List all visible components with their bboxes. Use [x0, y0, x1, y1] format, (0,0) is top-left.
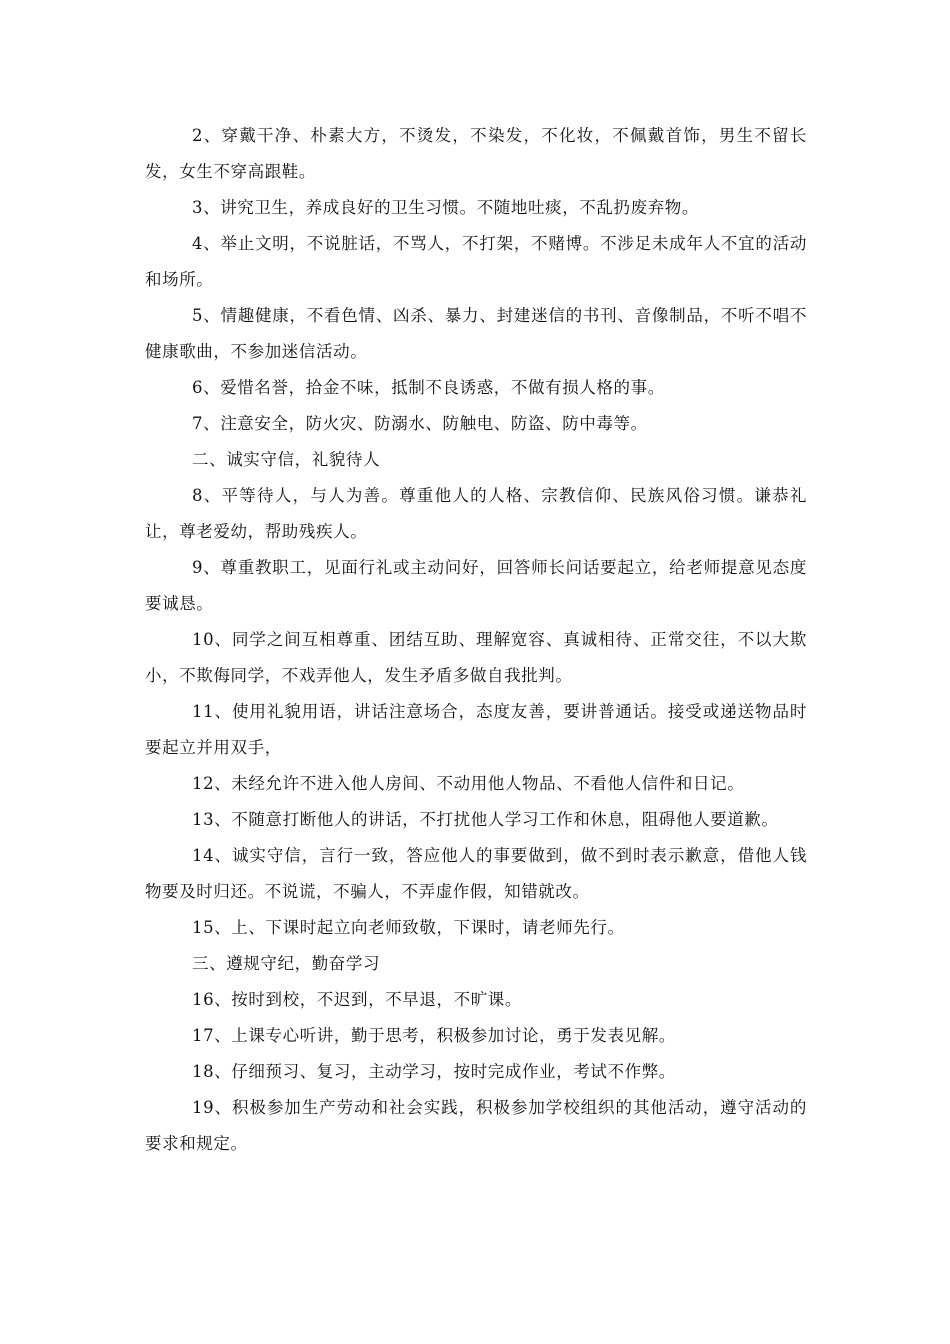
- paragraph-rule-15: 15、上、下课时起立向老师致敬，下课时，请老师先行。: [192, 918, 625, 937]
- paragraph-rule-7: 7、注意安全，防火灾、防溺水、防触电、防盗、防中毒等。: [192, 414, 648, 433]
- paragraph-rule-18: 18、仔细预习、复习，主动学习，按时完成作业，考试不作弊。: [192, 1062, 676, 1081]
- paragraph-rule-8: 8、平等待人，与人为善。尊重他人的人格、宗教信仰、民族风俗习惯。谦恭礼让，尊老爱幼，帮助残疾人。: [145, 486, 807, 541]
- section-heading-2: 二、诚实守信，礼貌待人: [192, 450, 381, 469]
- paragraph-rule-17: 17、上课专心听讲，勤于思考，积极参加讨论，勇于发表见解。: [192, 1026, 676, 1045]
- paragraph-rule-6: 6、爱惜名誉，拾金不味，抵制不良诱惑，不做有损人格的事。: [192, 378, 665, 397]
- document-body: [145, 118, 807, 1162]
- paragraph-rule-3: 3、讲究卫生，养成良好的卫生习惯。不随地吐痰，不乱扔废弃物。: [192, 198, 699, 217]
- paragraph-rule-13: 13、不随意打断他人的讲话，不打扰他人学习工作和休息，阻碍他人要道歉。: [192, 810, 779, 829]
- paragraph-rule-11: 11、使用礼貌用语，讲话注意场合，态度友善，要讲普通话。接受或递送物品时要起立并用双手，: [145, 702, 807, 757]
- paragraph-rule-12: 12、未经允许不进入他人房间、不动用他人物品、不看他人信件和日记。: [192, 774, 745, 793]
- paragraph-rule-19: 19、积极参加生产劳动和社会实践，积极参加学校组织的其他活动，遵守活动的要求和规定。: [145, 1098, 807, 1153]
- paragraph-rule-9: 9、尊重教职工，见面行礼或主动问好，回答师长问话要起立，给老师提意见态度要诚恳。: [145, 558, 807, 613]
- paragraph-rule-4: 4、举止文明，不说脏话，不骂人，不打架，不赌博。不涉足未成年人不宜的活动和场所。: [145, 234, 807, 289]
- section-heading-3: 三、遵规守纪，勤奋学习: [192, 954, 381, 973]
- paragraph-rule-10: 10、同学之间互相尊重、团结互助、理解宽容、真诚相待、正常交往，不以大欺小，不欺侮同学，不戏弄他人，发生矛盾多做自我批判。: [145, 630, 807, 685]
- paragraph-rule-2: 2、穿戴干净、朴素大方，不烫发，不染发，不化妆，不佩戴首饰，男生不留长发，女生不穿高跟鞋。: [145, 126, 807, 181]
- paragraph-rule-16: 16、按时到校，不迟到，不早退，不旷课。: [192, 990, 522, 1009]
- paragraph-rule-14: 14、诚实守信，言行一致，答应他人的事要做到，做不到时表示歉意，借他人钱物要及时归还。不说谎，不骗人，不弄虚作假，知错就改。: [145, 846, 807, 901]
- paragraph-rule-5: 5、情趣健康，不看色情、凶杀、暴力、封建迷信的书刊、音像制品，不听不唱不健康歌曲，不参加迷信活动。: [145, 306, 807, 361]
